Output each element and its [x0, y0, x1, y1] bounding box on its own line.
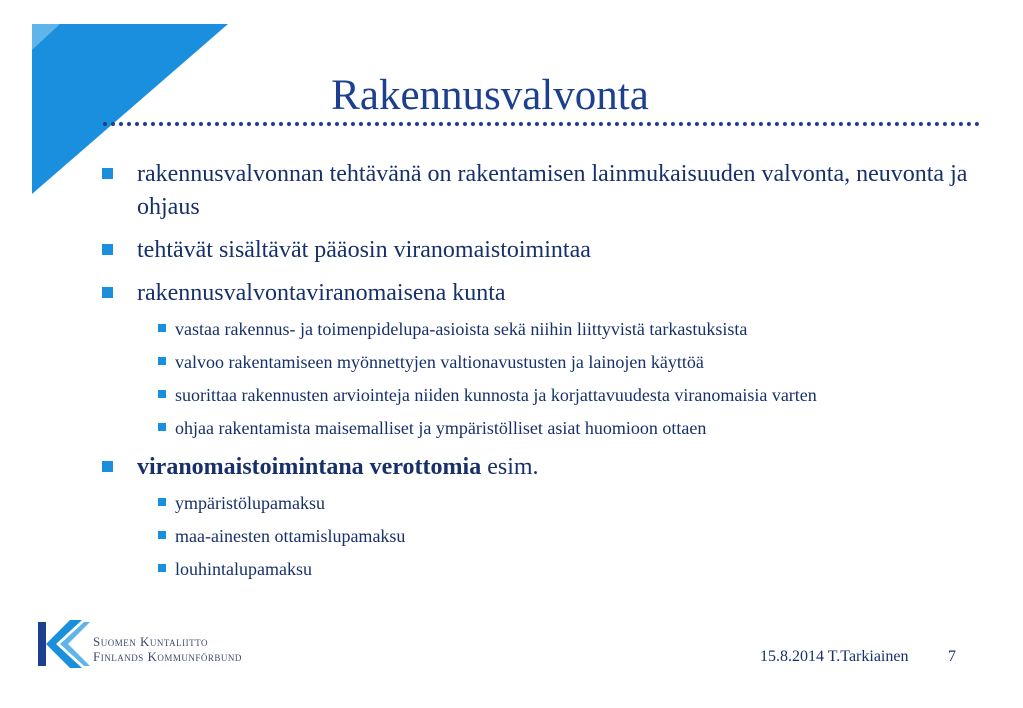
sub-bullet-square-icon — [158, 357, 166, 365]
org-name-swedish: Finlands Kommunförbund — [93, 649, 242, 664]
bullet-item — [100, 277, 970, 310]
sub-bullet-text: ympäristölupamaksu — [175, 493, 325, 513]
bullet-text: esim. — [487, 454, 539, 480]
bullet-square-icon — [102, 461, 113, 472]
sub-bullet-square-icon — [158, 498, 166, 506]
bullet-square-icon — [102, 244, 113, 255]
sub-bullet-text: ohjaa rakentamista maisemalliset ja ympäristölliset asiat huomioon ottaen — [175, 418, 707, 438]
bullet-item — [100, 234, 970, 267]
bullet-text: rakennusvalvontaviranomaisena kunta — [137, 280, 506, 306]
bullet-square-icon — [102, 168, 113, 179]
bullet-square-icon — [102, 287, 113, 298]
sub-bullet-text: maa-ainesten ottamislupamaksu — [175, 526, 406, 546]
sub-bullet-item — [157, 415, 970, 441]
bullet-item — [100, 158, 970, 224]
sub-bullet-item — [157, 523, 970, 549]
sub-bullet-square-icon — [158, 423, 166, 431]
sub-bullet-item — [157, 349, 970, 375]
page-number: 7 — [948, 648, 956, 665]
sub-bullet-text: vastaa rakennus- ja toimenpidelupa-asioista sekä niihin liittyvistä tarkastuksista — [175, 319, 748, 339]
sub-bullet-square-icon — [158, 531, 166, 539]
sub-bullet-square-icon — [158, 564, 166, 572]
sub-bullet-square-icon — [158, 324, 166, 332]
slide-content — [100, 158, 970, 589]
sub-bullet-item — [157, 316, 970, 342]
title-divider — [103, 122, 980, 126]
sub-bullet-item — [157, 556, 970, 582]
slide-title: Rakennusvalvonta — [331, 72, 649, 119]
bullet-text: tehtävät sisältävät pääosin viranomaistoimintaa — [137, 237, 591, 263]
footer-date-author: 15.8.2014 T.Tarkiainen — [760, 648, 909, 665]
sub-bullet-item — [157, 382, 970, 408]
sub-bullet-square-icon — [158, 390, 166, 398]
kuntaliitto-logo-icon — [36, 618, 96, 670]
sub-bullet-text: louhintalupamaksu — [175, 559, 312, 579]
bullet-item — [100, 451, 970, 484]
organization-name — [93, 634, 242, 664]
sub-bullet-text: valvoo rakentamiseen myönnettyjen valtionavustusten ja lainojen käyttöä — [175, 352, 704, 372]
bullet-bold-text: viranomaistoimintana verottomia — [137, 454, 482, 480]
sub-bullet-text: suorittaa rakennusten arviointeja niiden kunnosta ja korjattavuudesta viranomaisia varten — [175, 385, 817, 405]
bullet-text: rakennusvalvonnan tehtävänä on rakentamisen lainmukaisuuden valvonta, neuvonta ja ohjaus — [137, 161, 968, 220]
org-name-finnish: Suomen Kuntaliitto — [93, 634, 208, 649]
sub-bullet-item — [157, 490, 970, 516]
